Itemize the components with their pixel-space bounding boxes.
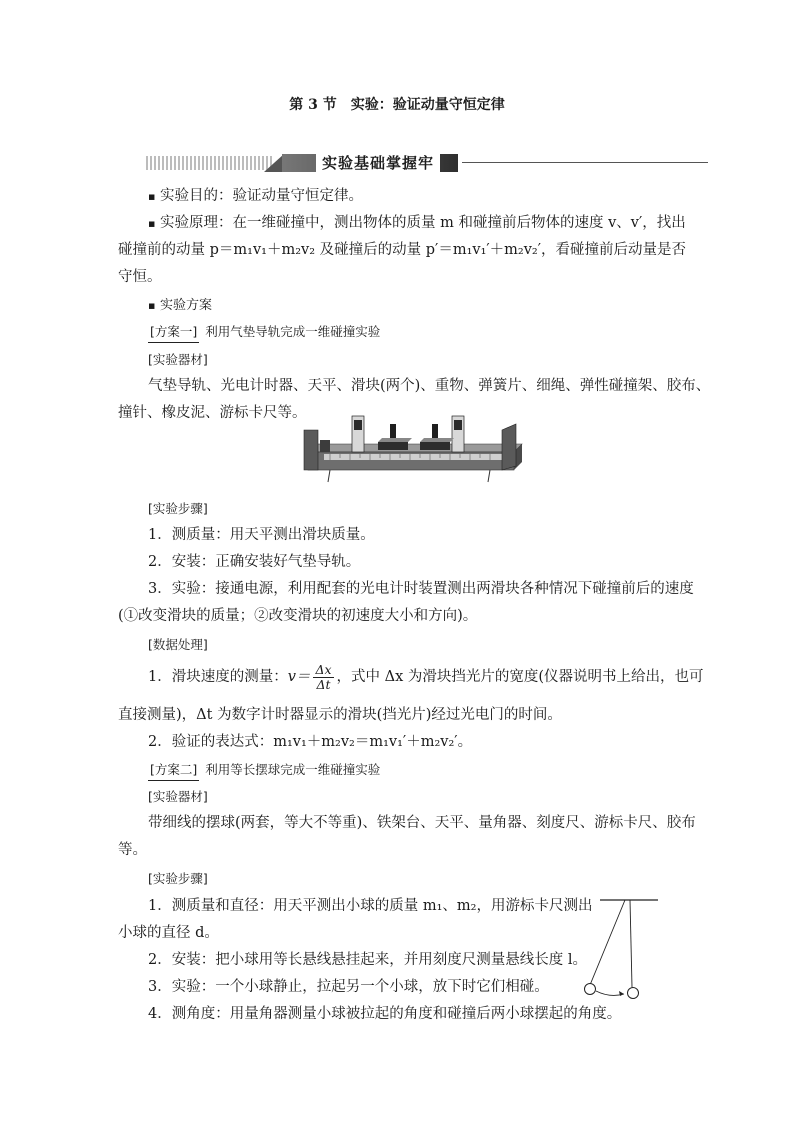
bullet-icon: ▪: [148, 299, 156, 312]
scheme1-equip-line-2: 撞针、橡皮泥、游标卡尺等。: [118, 405, 307, 421]
scheme2-equip-line-1: 带细线的摆球(两套，等大不等重)、铁架台、天平、量角器、刻度尺、游标卡尺、胶布: [148, 815, 696, 831]
scheme2-equip-label: [实验器材]: [148, 789, 208, 804]
scheme1-step-1: 1．测质量：用天平测出滑块质量。: [148, 527, 375, 543]
scheme1-equip-line-1: 气垫导轨、光电计时器、天平、滑块(两个)、重物、弹簧片、细绳、弹性碰撞架、胶布、: [148, 378, 711, 394]
scheme1-step-2: 2．安装：正确安装好气垫导轨。: [148, 554, 361, 570]
banner-rule: [462, 162, 708, 163]
scheme1-data-1-line-2: 直接测量)，Δt 为数字计时器显示的滑块(挡光片)经过光电门的时间。: [118, 707, 562, 723]
scheme2-equip-line-2: 等。: [118, 842, 147, 858]
scheme2-title: 利用等长摆球完成一维碰撞实验: [205, 762, 381, 777]
scheme1-heading: [148, 322, 718, 343]
pendulum-figure: [580, 892, 666, 1004]
scheme1-equip-label: [实验器材]: [148, 352, 208, 367]
banner-dot-pattern: [146, 156, 274, 170]
scheme1-step-3-line-1: 3．实验：接通电源，利用配套的光电计时装置测出两滑块各种情况下碰撞前后的速度: [148, 581, 694, 597]
scheme2-step-1-line-1: 1．测质量和直径：用天平测出小球的质量 m₁、m₂，用游标卡尺测出: [148, 898, 593, 914]
scheme2-step-4: 4．测角度：用量角器测量小球被拉起的角度和碰撞后两小球摆起的角度。: [148, 1006, 622, 1022]
scheme2-step-2: 2．安装：把小球用等长悬线悬挂起来，并用刻度尺测量悬线长度 l。: [148, 952, 587, 968]
principle-line-3: 守恒。: [118, 269, 162, 285]
velocity-fraction: $\frac{\Delta x}{\Delta t}$: [315, 661, 332, 692]
air-track-figure: [300, 410, 530, 490]
section-banner: [146, 152, 708, 174]
scheme2-heading: [148, 760, 718, 781]
page-title: 第 3 节 实验：验证动量守恒定律: [289, 97, 505, 113]
scheme1-data-2: 2．验证的表达式：m₁v₁＋m₂v₂＝m₁v₁′＋m₂v₂′。: [148, 734, 473, 750]
scheme1-data-1: 1．滑块速度的测量：v＝ $\frac{\Delta x}{\Delta t}$ ，式中 Δx 为滑块挡光片的宽度(仪器说明书上给出，也可: [148, 661, 704, 692]
scheme2-step-3: 3．实验：一个小球静止，拉起另一个小球，放下时它们相碰。: [148, 979, 549, 995]
scheme1-data-label: [数据处理]: [148, 637, 208, 652]
principle-line-2: 碰撞前的动量 p＝m₁v₁＋m₂v₂ 及碰撞后的动量 p′＝m₁v₁′＋m₂v₂′，看碰撞前后动量是否: [118, 242, 687, 258]
banner-wedge: [264, 154, 284, 172]
scheme2-step-1-line-2: 小球的直径 d。: [118, 925, 219, 941]
scheme1-step-3-line-2: (①改变滑块的质量；②改变滑块的初速度大小和方向)。: [118, 608, 478, 624]
scheme2-tag: [方案二]: [148, 760, 199, 781]
bullet-icon: ▪: [148, 217, 156, 230]
bullet-icon: ▪: [148, 190, 156, 203]
scheme1-title: 利用气垫导轨完成一维碰撞实验: [205, 324, 381, 339]
scheme1-steps-label: [实验步骤]: [148, 501, 208, 516]
scheme1-tag: [方案一]: [148, 322, 199, 343]
scheme-heading: ▪ 实验方案: [148, 296, 718, 316]
principle-line-1: ▪ 实验原理：在一维碰撞中，测出物体的质量 m 和碰撞前后物体的速度 v、v′，找出: [148, 213, 718, 234]
purpose-line: ▪ 实验目的：验证动量守恒定律。: [148, 186, 718, 207]
scheme2-steps-label: [实验步骤]: [148, 871, 208, 886]
banner-label: 实验基础掌握牢: [316, 152, 440, 174]
